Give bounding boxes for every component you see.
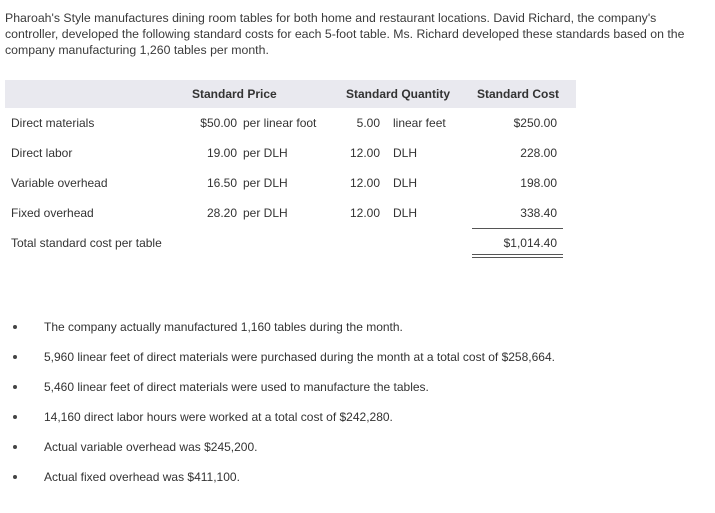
cost-value: 338.40 [520, 206, 557, 220]
list-item [0, 320, 715, 338]
subtotal-rule [472, 228, 563, 229]
cost-value: 228.00 [520, 146, 557, 160]
list-item [0, 380, 715, 398]
price-value: 16.50 [206, 176, 237, 190]
cost-value: 198.00 [520, 176, 557, 190]
double-underline-bottom [472, 257, 563, 258]
list-item-text: 14,160 direct labor hours were worked at a total cost of $242,280. [44, 410, 393, 424]
quantity-unit: DLH [393, 206, 418, 220]
table-header [5, 80, 576, 108]
quantity-value: 12.00 [349, 176, 380, 190]
price-value: 28.20 [206, 206, 237, 220]
list-item [0, 350, 715, 368]
row-label: Direct labor [11, 146, 73, 160]
row-label: Fixed overhead [11, 206, 94, 220]
quantity-value: 12.00 [349, 206, 380, 220]
list-item [0, 440, 715, 458]
double-underline-top [472, 254, 563, 255]
header-standard-price: Standard Price [192, 87, 277, 101]
header-standard-quantity: Standard Quantity [346, 87, 451, 101]
bullet-icon [13, 385, 17, 389]
list-item-text: 5,460 linear feet of direct materials were used to manufacture the tables. [44, 380, 429, 394]
price-unit: per DLH [243, 206, 288, 220]
quantity-unit: linear feet [393, 116, 446, 130]
price-value: 19.00 [206, 146, 237, 160]
intro-paragraph: Pharoah's Style manufactures dining room tables for both home and restaurant locations. David Richard, the company's controller, developed the following standard costs for each 5-foot table. Ms. Richard developed these standards based on the company manufacturing 1,260 tables per month. [5, 11, 685, 58]
bullet-icon [13, 415, 17, 419]
price-unit: per DLH [243, 176, 288, 190]
bullet-icon [13, 475, 17, 479]
list-item-text: Actual variable overhead was $245,200. [44, 440, 258, 454]
quantity-unit: DLH [393, 146, 418, 160]
price-unit: per linear foot [243, 116, 317, 130]
list-item [0, 410, 715, 428]
total-label: Total standard cost per table [11, 236, 162, 250]
quantity-unit: DLH [393, 176, 418, 190]
total-cost-value: $1,014.40 [503, 236, 557, 250]
row-label: Variable overhead [11, 176, 108, 190]
cost-value: $250.00 [513, 116, 557, 130]
row-label: Direct materials [11, 116, 95, 130]
table-row [5, 176, 576, 196]
quantity-value: 5.00 [356, 116, 380, 130]
table-row [5, 116, 576, 136]
bullet-icon [13, 355, 17, 359]
list-item-text: The company actually manufactured 1,160 tables during the month. [44, 320, 403, 334]
list-item-text: 5,960 linear feet of direct materials were purchased during the month at a total cost of $258,664. [44, 350, 555, 364]
table-row [5, 146, 576, 166]
list-item [0, 470, 715, 488]
header-standard-cost: Standard Cost [477, 87, 560, 101]
price-unit: per DLH [243, 146, 288, 160]
bullet-icon [13, 325, 17, 329]
table-row [5, 206, 576, 226]
quantity-value: 12.00 [349, 146, 380, 160]
total-row [5, 236, 576, 256]
list-item-text: Actual fixed overhead was $411,100. [44, 470, 240, 484]
price-value: $50.00 [200, 116, 237, 130]
bullet-icon [13, 445, 17, 449]
